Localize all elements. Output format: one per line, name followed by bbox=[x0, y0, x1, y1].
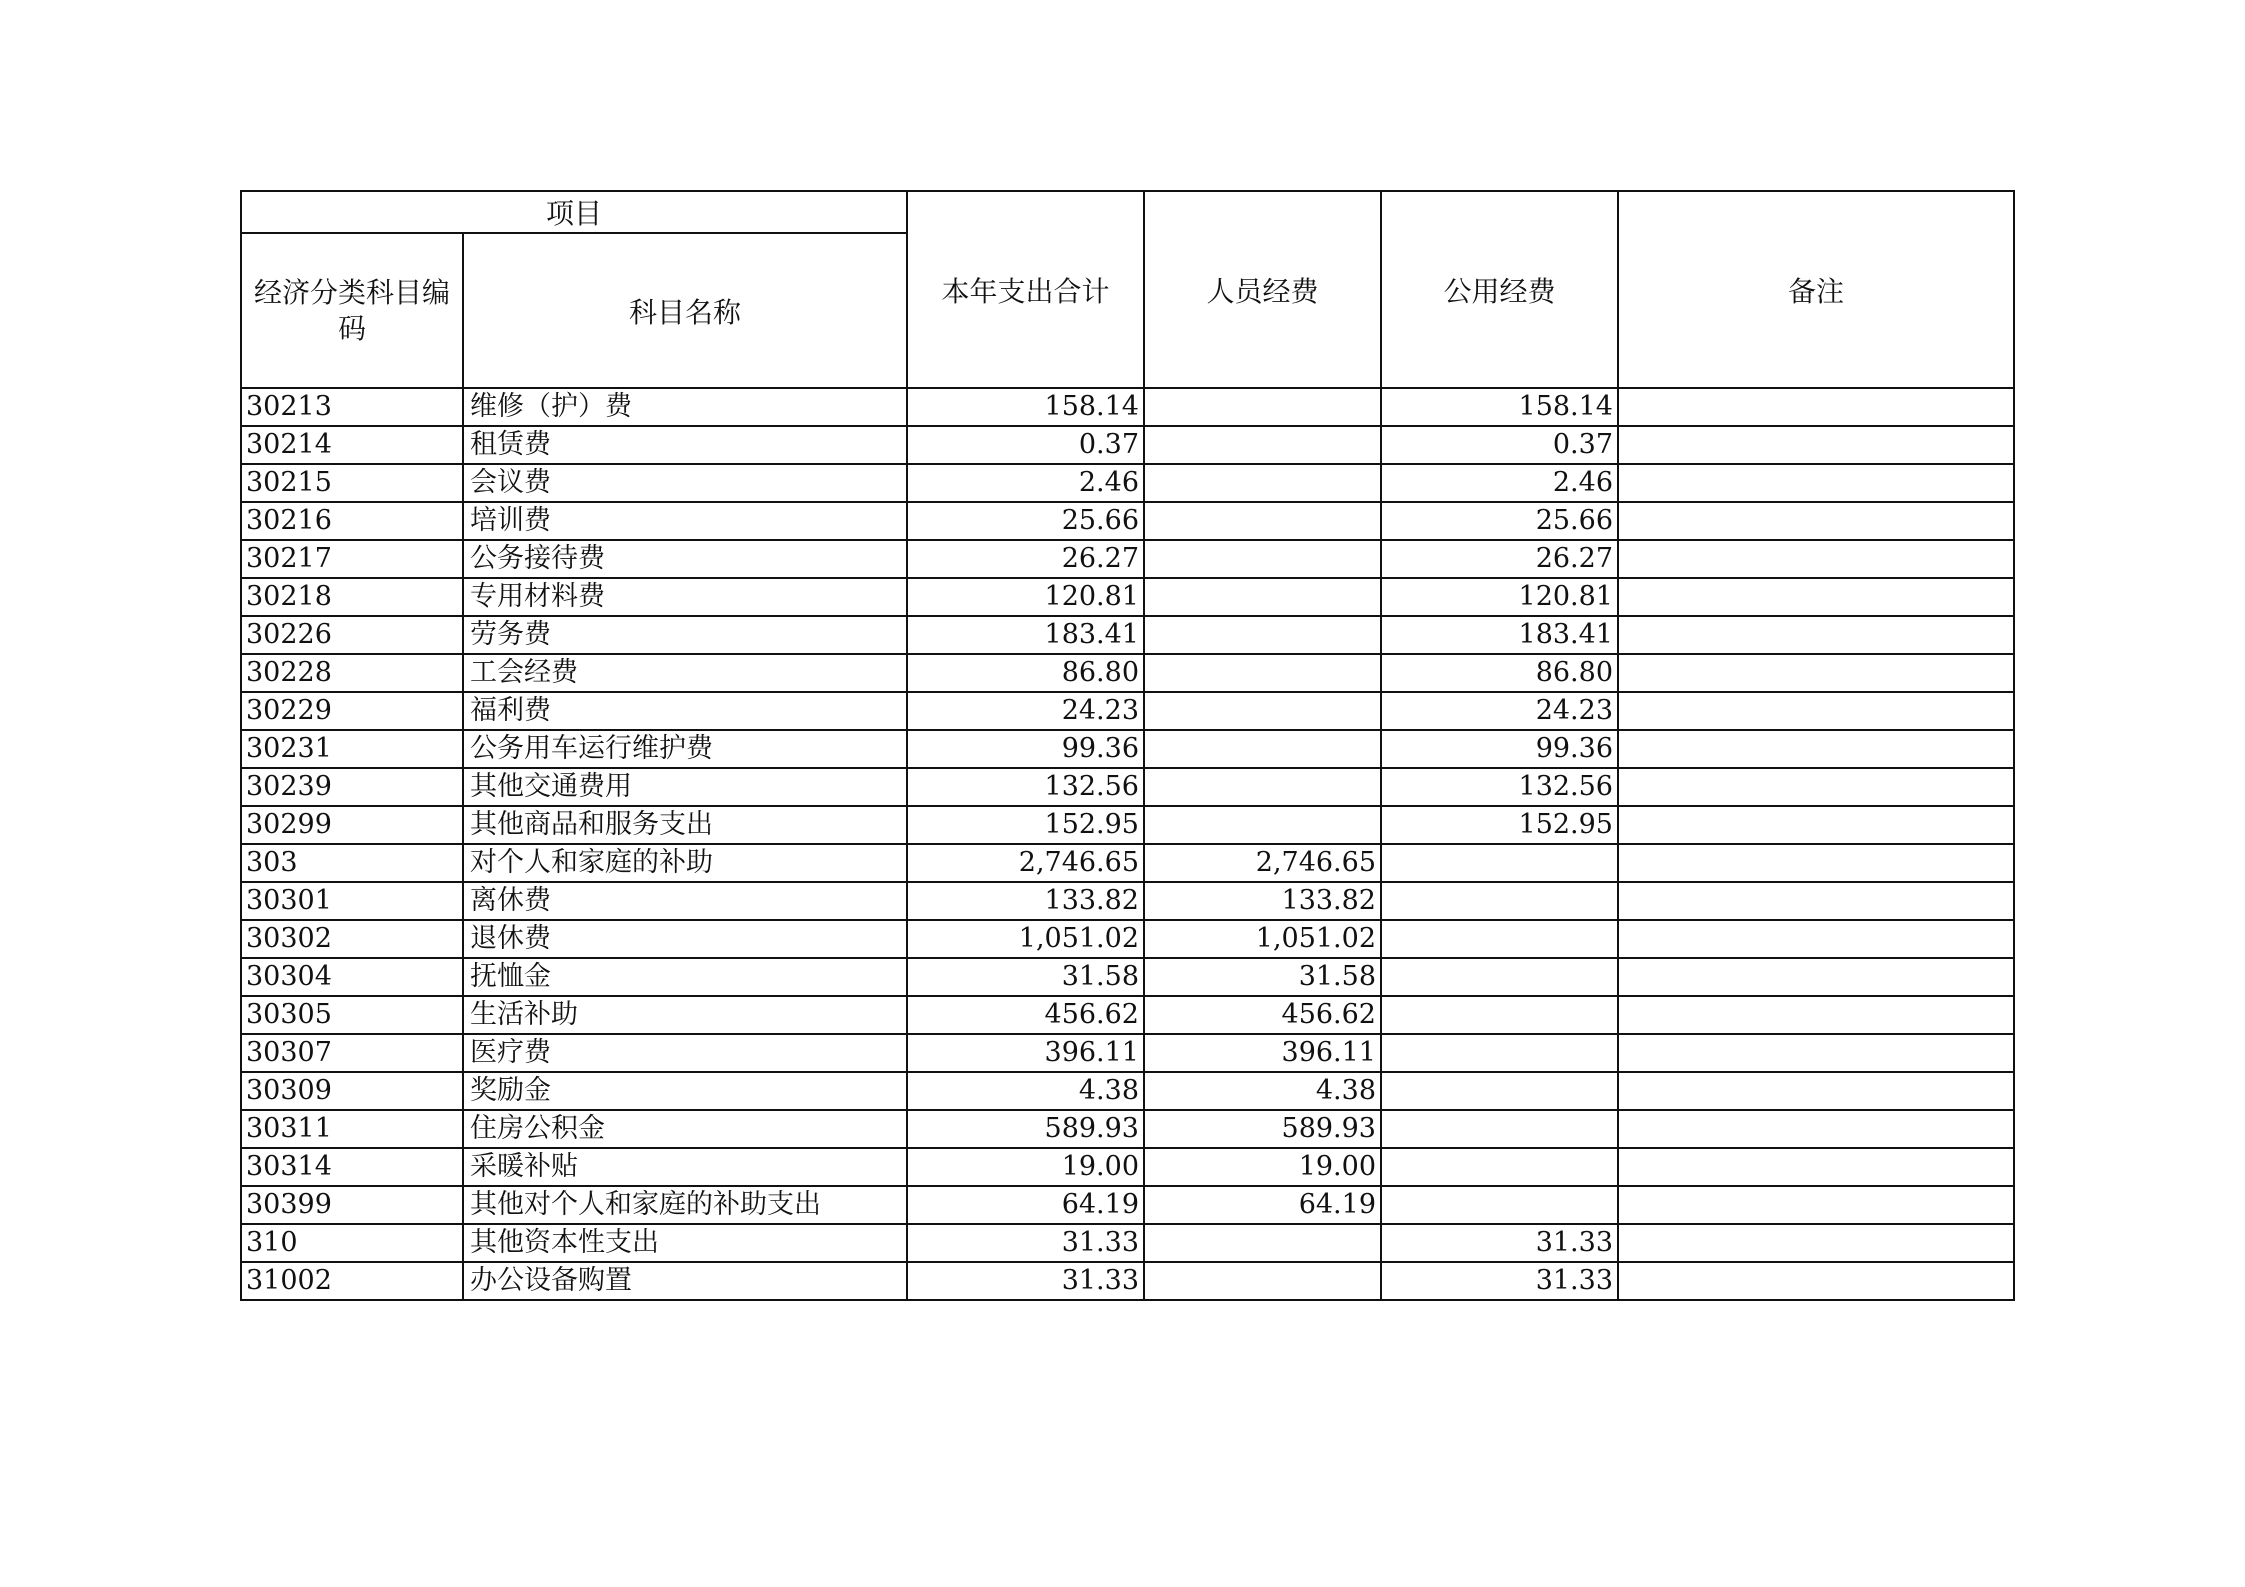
cell-subject-name: 离休费 bbox=[463, 882, 907, 920]
cell-code: 30314 bbox=[241, 1148, 463, 1186]
table-row bbox=[241, 1110, 2014, 1148]
table-row bbox=[241, 654, 2014, 692]
cell-personnel bbox=[1144, 1262, 1381, 1300]
cell-total: 132.56 bbox=[907, 768, 1144, 806]
cell-subject-name: 公务用车运行维护费 bbox=[463, 730, 907, 768]
cell-total: 183.41 bbox=[907, 616, 1144, 654]
cell-code: 30226 bbox=[241, 616, 463, 654]
cell-remark bbox=[1618, 388, 2014, 426]
cell-public: 152.95 bbox=[1381, 806, 1618, 844]
cell-subject-name: 抚恤金 bbox=[463, 958, 907, 996]
cell-remark bbox=[1618, 1186, 2014, 1224]
table-row bbox=[241, 578, 2014, 616]
cell-remark bbox=[1618, 1262, 2014, 1300]
table-row bbox=[241, 1034, 2014, 1072]
cell-public: 31.33 bbox=[1381, 1262, 1618, 1300]
cell-personnel: 64.19 bbox=[1144, 1186, 1381, 1224]
cell-personnel bbox=[1144, 730, 1381, 768]
cell-total: 0.37 bbox=[907, 426, 1144, 464]
cell-personnel: 396.11 bbox=[1144, 1034, 1381, 1072]
cell-total: 24.23 bbox=[907, 692, 1144, 730]
header-total-expenditure: 本年支出合计 bbox=[907, 191, 1144, 388]
table-row bbox=[241, 426, 2014, 464]
cell-subject-name: 其他资本性支出 bbox=[463, 1224, 907, 1262]
table-row bbox=[241, 806, 2014, 844]
cell-personnel bbox=[1144, 768, 1381, 806]
cell-remark bbox=[1618, 730, 2014, 768]
cell-personnel: 2,746.65 bbox=[1144, 844, 1381, 882]
cell-public: 25.66 bbox=[1381, 502, 1618, 540]
cell-code: 30307 bbox=[241, 1034, 463, 1072]
cell-remark bbox=[1618, 692, 2014, 730]
table-row bbox=[241, 540, 2014, 578]
cell-personnel bbox=[1144, 806, 1381, 844]
cell-total: 4.38 bbox=[907, 1072, 1144, 1110]
cell-subject-name: 培训费 bbox=[463, 502, 907, 540]
header-economic-code: 经济分类科目编码 bbox=[241, 233, 463, 388]
cell-public: 158.14 bbox=[1381, 388, 1618, 426]
cell-personnel bbox=[1144, 464, 1381, 502]
cell-code: 30299 bbox=[241, 806, 463, 844]
cell-code: 30309 bbox=[241, 1072, 463, 1110]
cell-subject-name: 对个人和家庭的补助 bbox=[463, 844, 907, 882]
cell-personnel bbox=[1144, 616, 1381, 654]
cell-public bbox=[1381, 920, 1618, 958]
cell-personnel: 19.00 bbox=[1144, 1148, 1381, 1186]
cell-subject-name: 会议费 bbox=[463, 464, 907, 502]
cell-personnel bbox=[1144, 426, 1381, 464]
cell-code: 30229 bbox=[241, 692, 463, 730]
cell-subject-name: 租赁费 bbox=[463, 426, 907, 464]
cell-public bbox=[1381, 1072, 1618, 1110]
cell-public: 120.81 bbox=[1381, 578, 1618, 616]
cell-total: 99.36 bbox=[907, 730, 1144, 768]
cell-public: 99.36 bbox=[1381, 730, 1618, 768]
cell-public bbox=[1381, 882, 1618, 920]
cell-personnel: 133.82 bbox=[1144, 882, 1381, 920]
header-public-expense: 公用经费 bbox=[1381, 191, 1618, 388]
cell-code: 30213 bbox=[241, 388, 463, 426]
cell-subject-name: 其他商品和服务支出 bbox=[463, 806, 907, 844]
cell-public bbox=[1381, 1034, 1618, 1072]
table-row bbox=[241, 1224, 2014, 1262]
cell-code: 30301 bbox=[241, 882, 463, 920]
cell-personnel: 31.58 bbox=[1144, 958, 1381, 996]
header-group-project: 项目 bbox=[241, 191, 907, 233]
cell-code: 30218 bbox=[241, 578, 463, 616]
cell-total: 2,746.65 bbox=[907, 844, 1144, 882]
cell-total: 64.19 bbox=[907, 1186, 1144, 1224]
cell-personnel: 1,051.02 bbox=[1144, 920, 1381, 958]
cell-remark bbox=[1618, 844, 2014, 882]
cell-code: 30228 bbox=[241, 654, 463, 692]
cell-public bbox=[1381, 958, 1618, 996]
cell-subject-name: 采暖补贴 bbox=[463, 1148, 907, 1186]
cell-total: 31.58 bbox=[907, 958, 1144, 996]
table-row bbox=[241, 958, 2014, 996]
table-row bbox=[241, 1186, 2014, 1224]
table-row bbox=[241, 502, 2014, 540]
cell-total: 86.80 bbox=[907, 654, 1144, 692]
header-personnel-expense: 人员经费 bbox=[1144, 191, 1381, 388]
cell-public: 132.56 bbox=[1381, 768, 1618, 806]
cell-public bbox=[1381, 1186, 1618, 1224]
cell-code: 30311 bbox=[241, 1110, 463, 1148]
table-row bbox=[241, 464, 2014, 502]
cell-total: 396.11 bbox=[907, 1034, 1144, 1072]
cell-public: 26.27 bbox=[1381, 540, 1618, 578]
cell-code: 31002 bbox=[241, 1262, 463, 1300]
table-row bbox=[241, 844, 2014, 882]
cell-remark bbox=[1618, 1224, 2014, 1262]
cell-personnel: 456.62 bbox=[1144, 996, 1381, 1034]
cell-public bbox=[1381, 996, 1618, 1034]
table-row bbox=[241, 1072, 2014, 1110]
table-row bbox=[241, 882, 2014, 920]
cell-total: 133.82 bbox=[907, 882, 1144, 920]
cell-remark bbox=[1618, 616, 2014, 654]
cell-code: 30399 bbox=[241, 1186, 463, 1224]
table-body bbox=[241, 388, 2014, 1300]
cell-total: 25.66 bbox=[907, 502, 1144, 540]
cell-remark bbox=[1618, 578, 2014, 616]
cell-subject-name: 福利费 bbox=[463, 692, 907, 730]
cell-subject-name: 医疗费 bbox=[463, 1034, 907, 1072]
cell-code: 303 bbox=[241, 844, 463, 882]
cell-personnel bbox=[1144, 388, 1381, 426]
cell-code: 30216 bbox=[241, 502, 463, 540]
cell-total: 2.46 bbox=[907, 464, 1144, 502]
table-row bbox=[241, 1148, 2014, 1186]
table-row bbox=[241, 920, 2014, 958]
cell-code: 30215 bbox=[241, 464, 463, 502]
cell-total: 1,051.02 bbox=[907, 920, 1144, 958]
cell-code: 30231 bbox=[241, 730, 463, 768]
cell-subject-name: 其他对个人和家庭的补助支出 bbox=[463, 1186, 907, 1224]
cell-total: 158.14 bbox=[907, 388, 1144, 426]
cell-remark bbox=[1618, 654, 2014, 692]
cell-remark bbox=[1618, 1148, 2014, 1186]
cell-personnel bbox=[1144, 578, 1381, 616]
cell-personnel bbox=[1144, 654, 1381, 692]
cell-public: 2.46 bbox=[1381, 464, 1618, 502]
cell-code: 30302 bbox=[241, 920, 463, 958]
cell-public: 86.80 bbox=[1381, 654, 1618, 692]
cell-public: 183.41 bbox=[1381, 616, 1618, 654]
cell-subject-name: 劳务费 bbox=[463, 616, 907, 654]
cell-personnel bbox=[1144, 540, 1381, 578]
cell-public bbox=[1381, 844, 1618, 882]
cell-remark bbox=[1618, 502, 2014, 540]
cell-code: 30217 bbox=[241, 540, 463, 578]
cell-subject-name: 生活补助 bbox=[463, 996, 907, 1034]
cell-remark bbox=[1618, 540, 2014, 578]
cell-personnel: 4.38 bbox=[1144, 1072, 1381, 1110]
cell-total: 31.33 bbox=[907, 1262, 1144, 1300]
cell-public: 0.37 bbox=[1381, 426, 1618, 464]
cell-total: 589.93 bbox=[907, 1110, 1144, 1148]
cell-subject-name: 奖励金 bbox=[463, 1072, 907, 1110]
cell-remark bbox=[1618, 1072, 2014, 1110]
cell-remark bbox=[1618, 806, 2014, 844]
cell-public: 31.33 bbox=[1381, 1224, 1618, 1262]
cell-subject-name: 专用材料费 bbox=[463, 578, 907, 616]
cell-total: 120.81 bbox=[907, 578, 1144, 616]
cell-remark bbox=[1618, 426, 2014, 464]
table-row bbox=[241, 616, 2014, 654]
cell-remark bbox=[1618, 1034, 2014, 1072]
header-remark: 备注 bbox=[1618, 191, 2014, 388]
cell-remark bbox=[1618, 996, 2014, 1034]
cell-total: 456.62 bbox=[907, 996, 1144, 1034]
expenditure-table bbox=[240, 190, 2015, 1301]
cell-remark bbox=[1618, 920, 2014, 958]
cell-code: 30214 bbox=[241, 426, 463, 464]
table-row bbox=[241, 730, 2014, 768]
cell-public bbox=[1381, 1148, 1618, 1186]
cell-remark bbox=[1618, 768, 2014, 806]
table-row bbox=[241, 996, 2014, 1034]
cell-remark bbox=[1618, 958, 2014, 996]
cell-subject-name: 办公设备购置 bbox=[463, 1262, 907, 1300]
cell-code: 30239 bbox=[241, 768, 463, 806]
cell-subject-name: 维修（护）费 bbox=[463, 388, 907, 426]
cell-code: 310 bbox=[241, 1224, 463, 1262]
cell-personnel bbox=[1144, 502, 1381, 540]
table-row bbox=[241, 1262, 2014, 1300]
cell-subject-name: 住房公积金 bbox=[463, 1110, 907, 1148]
cell-personnel bbox=[1144, 692, 1381, 730]
header-subject-name: 科目名称 bbox=[463, 233, 907, 388]
cell-subject-name: 工会经费 bbox=[463, 654, 907, 692]
cell-remark bbox=[1618, 882, 2014, 920]
cell-subject-name: 其他交通费用 bbox=[463, 768, 907, 806]
cell-total: 19.00 bbox=[907, 1148, 1144, 1186]
cell-remark bbox=[1618, 464, 2014, 502]
cell-code: 30304 bbox=[241, 958, 463, 996]
cell-remark bbox=[1618, 1110, 2014, 1148]
cell-total: 26.27 bbox=[907, 540, 1144, 578]
cell-public bbox=[1381, 1110, 1618, 1148]
table-row bbox=[241, 692, 2014, 730]
cell-code: 30305 bbox=[241, 996, 463, 1034]
cell-personnel bbox=[1144, 1224, 1381, 1262]
cell-public: 24.23 bbox=[1381, 692, 1618, 730]
table-row bbox=[241, 388, 2014, 426]
cell-subject-name: 退休费 bbox=[463, 920, 907, 958]
cell-total: 31.33 bbox=[907, 1224, 1144, 1262]
cell-subject-name: 公务接待费 bbox=[463, 540, 907, 578]
table-row bbox=[241, 768, 2014, 806]
cell-personnel: 589.93 bbox=[1144, 1110, 1381, 1148]
cell-total: 152.95 bbox=[907, 806, 1144, 844]
